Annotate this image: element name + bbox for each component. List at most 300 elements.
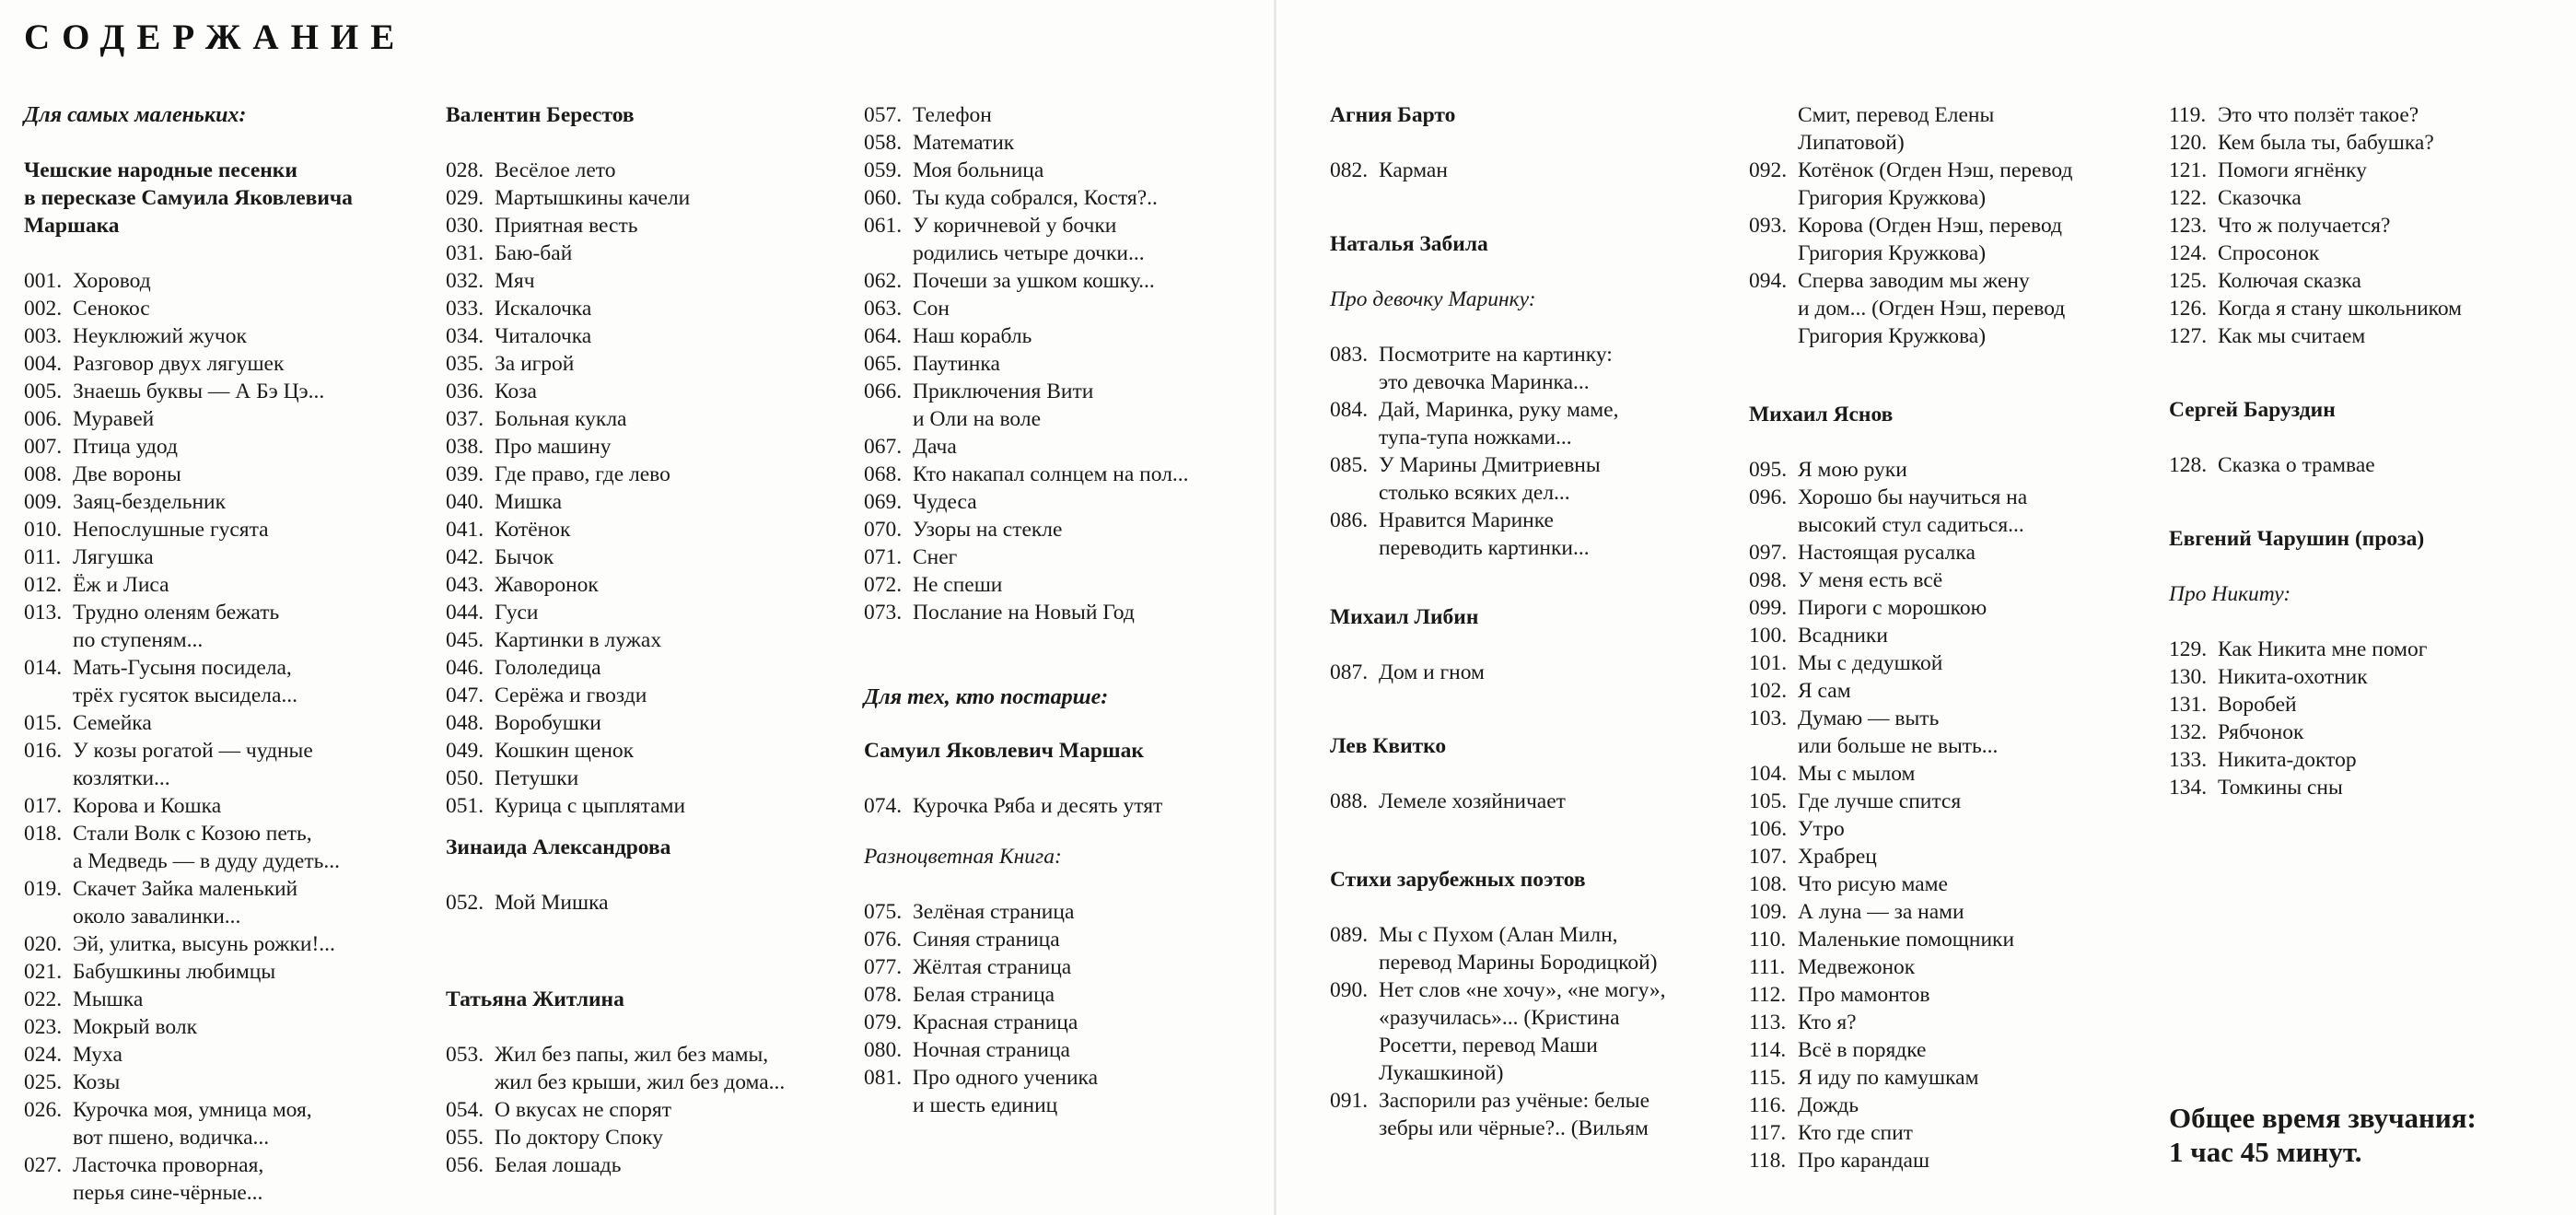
track-item: [1749, 705, 2154, 760]
track-title-line: Кто я?: [1798, 1011, 1857, 1034]
track-number: 126.: [2169, 297, 2208, 321]
track-title-line: тупа-тупа ножками...: [1379, 426, 1572, 450]
track-number: 124.: [2169, 241, 2208, 265]
track-title: [913, 129, 1269, 157]
track-title: [73, 820, 429, 875]
track-title-line: Ласточка проворная,: [73, 1153, 264, 1177]
author-heading: Евгений Чарушин (проза): [2169, 527, 2425, 551]
track-number: 109.: [1749, 900, 1788, 924]
track-title: [495, 461, 851, 488]
track-title-line: Не спеши: [913, 573, 1003, 597]
track-title-line: Трудно оленям бежать: [73, 601, 280, 625]
track-item: [864, 1064, 1269, 1119]
track-title: [2218, 636, 2574, 663]
track-title-line: Неуклюжий жучок: [73, 324, 247, 348]
track-title-line: Когда я стану школьником: [2218, 297, 2463, 321]
track-number: 034.: [446, 324, 484, 348]
tracks-block: [446, 1041, 851, 1179]
track-title-line: Петушки: [495, 766, 579, 790]
track-item: [1749, 898, 2154, 926]
track-title-line: переводить картинки...: [1379, 536, 1590, 560]
tracks-block: [1749, 101, 2154, 350]
track-item: [446, 543, 851, 571]
track-title: [73, 709, 429, 737]
track-item: [1330, 788, 1735, 815]
track-number: 092.: [1749, 158, 1788, 182]
track-item: [1749, 1119, 2154, 1147]
track-item: [24, 930, 429, 958]
track-item: [24, 295, 429, 322]
track-number: 131.: [2169, 693, 2208, 717]
track-title-line: Мяч: [495, 269, 535, 293]
track-title-line: А луна — за нами: [1798, 900, 1964, 924]
track-item: [1749, 267, 2154, 350]
track-title-line: Где лучше спится: [1798, 789, 1962, 813]
track-title: [73, 516, 429, 543]
track-title-line: Приключения Вити: [913, 380, 1094, 403]
track-item: [2169, 212, 2574, 239]
track-number: 038.: [446, 435, 484, 459]
tracks-block: [2169, 101, 2574, 350]
track-item: [1749, 788, 2154, 815]
track-title-line: Больная кукла: [495, 407, 627, 431]
track-title-line: Эй, улитка, высунь рожки!...: [73, 932, 335, 956]
track-title: [913, 212, 1269, 267]
track-title-line: Про одного ученика: [913, 1066, 1099, 1090]
track-number: 030.: [446, 214, 484, 238]
track-title-line: Посмотрите на картинку:: [1379, 343, 1613, 367]
track-number: 088.: [1330, 789, 1369, 813]
track-item: [24, 709, 429, 737]
track-title-line: Нравится Маринке: [1379, 508, 1554, 532]
track-number: 087.: [1330, 660, 1369, 684]
track-title-line: Чудеса: [913, 490, 977, 514]
track-title: [913, 898, 1269, 926]
track-item: [1749, 1147, 2154, 1174]
track-number: 026.: [24, 1098, 63, 1122]
track-title: [913, 543, 1269, 571]
track-number: 069.: [864, 490, 903, 514]
track-item: [864, 981, 1269, 1009]
track-title-line: Где право, где лево: [495, 462, 670, 486]
track-title: [495, 212, 851, 239]
author-heading: Михаил Яснов: [1749, 403, 1894, 426]
track-title-line: жил без крыши, жил без дома...: [495, 1070, 786, 1094]
track-title-line: Смит, перевод Елены: [1798, 103, 1995, 127]
track-title-line: Сказка о трамвае: [2218, 453, 2375, 477]
track-number: 013.: [24, 601, 63, 625]
track-number: 071.: [864, 545, 903, 569]
track-number: 105.: [1749, 789, 1788, 813]
track-title: [1798, 594, 2154, 622]
track-item: [2169, 451, 2574, 479]
track-title-line: Кто где спит: [1798, 1121, 1913, 1145]
track-title: [495, 682, 851, 709]
author-block: [1330, 732, 1735, 760]
track-title: [495, 626, 851, 654]
track-title-line: Дай, Маринка, руку маме,: [1379, 398, 1619, 422]
track-item: [24, 986, 429, 1013]
track-title-line: или больше не выть...: [1798, 734, 1999, 758]
track-item: [446, 709, 851, 737]
track-number: 061.: [864, 214, 903, 238]
track-title-line: Читалочка: [495, 324, 592, 348]
track-number: 107.: [1749, 845, 1788, 869]
track-title-line: родились четыре дочки...: [913, 241, 1145, 265]
track-number: 024.: [24, 1043, 63, 1067]
track-title: [73, 378, 429, 405]
track-number: 029.: [446, 186, 484, 210]
track-number: 055.: [446, 1126, 484, 1150]
track-title-line: Приятная весть: [495, 214, 638, 238]
author-block: [1749, 401, 2154, 428]
track-title: [2218, 239, 2574, 267]
track-number: 129.: [2169, 637, 2208, 661]
track-title: [1798, 677, 2154, 705]
section-heading: Для самых маленьких:: [24, 103, 247, 127]
track-title-line: Григория Кружкова): [1798, 186, 1987, 210]
track-title: [1798, 981, 2154, 1009]
track-item: [446, 682, 851, 709]
track-number: 017.: [24, 794, 63, 818]
total-block: [2169, 1101, 2574, 1169]
track-title: [2218, 774, 2574, 801]
track-title-line: Жил без папы, жил без мамы,: [495, 1043, 769, 1067]
track-number: 076.: [864, 928, 903, 952]
track-title-line: около завалинки...: [73, 905, 241, 929]
track-item: [864, 926, 1269, 953]
author-block: [1330, 230, 1735, 258]
track-number: 084.: [1330, 398, 1369, 422]
track-item: [1749, 870, 2154, 898]
track-title: [495, 571, 851, 599]
track-number: 100.: [1749, 624, 1788, 648]
track-number: 035.: [446, 352, 484, 376]
track-number: 073.: [864, 601, 903, 625]
track-number: 009.: [24, 490, 63, 514]
track-title-line: Дом и гном: [1379, 660, 1485, 684]
track-number: 043.: [446, 573, 484, 597]
track-number: 056.: [446, 1153, 484, 1177]
track-item: [1749, 981, 2154, 1009]
track-title: [495, 599, 851, 626]
track-item: [1749, 1092, 2154, 1119]
track-item: [24, 958, 429, 986]
track-number: 070.: [864, 518, 903, 542]
track-title-line: Мишка: [495, 490, 563, 514]
track-title-line: Всё в порядке: [1798, 1038, 1927, 1062]
track-number: 113.: [1749, 1011, 1787, 1034]
track-title: [1798, 567, 2154, 594]
track-number: 077.: [864, 955, 903, 979]
track-number: 057.: [864, 103, 903, 127]
tracks-block: [1330, 921, 1735, 1142]
track-title-line: У козы рогатой — чудные: [73, 739, 313, 763]
track-title: [2218, 129, 2574, 157]
track-title: [495, 889, 851, 917]
track-number: 004.: [24, 352, 63, 376]
track-item: [1749, 101, 2154, 157]
track-number: 127.: [2169, 324, 2208, 348]
track-item: [446, 889, 851, 917]
author-heading: Зинаида Александрова: [446, 835, 671, 859]
track-title-line: Курочка моя, умница моя,: [73, 1098, 312, 1122]
track-number: 019.: [24, 877, 63, 901]
track-number: 021.: [24, 960, 63, 984]
track-title-line: Как мы считаем: [2218, 324, 2366, 348]
track-item: [1330, 451, 1735, 507]
track-title-line: Гололедица: [495, 656, 601, 680]
track-title-line: Хорошо бы научиться на: [1798, 485, 2028, 509]
track-title: [1798, 815, 2154, 843]
author-heading: Татьяна Житлина: [446, 987, 624, 1011]
track-title: [2218, 451, 2574, 479]
track-title: [913, 1064, 1269, 1119]
track-item: [864, 267, 1269, 295]
track-item: [2169, 239, 2574, 267]
track-title: [495, 1124, 851, 1151]
track-item: [1330, 396, 1735, 451]
track-title-line: Курица с цыплятами: [495, 794, 686, 818]
track-item: [1749, 953, 2154, 981]
track-title: [495, 405, 851, 433]
track-title-line: Скачет Зайка маленький: [73, 877, 298, 901]
track-number: 086.: [1330, 508, 1369, 532]
track-title-line: а Медведь — в дуду дудеть...: [73, 849, 340, 873]
track-title: [495, 378, 851, 405]
author-block: [446, 834, 851, 861]
track-title-line: Картинки в лужах: [495, 628, 662, 652]
track-title: [73, 488, 429, 516]
track-title: [913, 981, 1269, 1009]
track-item: [24, 1151, 429, 1207]
track-title-line: Ночная страница: [913, 1038, 1070, 1062]
track-number: 095.: [1749, 458, 1788, 482]
track-number: 066.: [864, 380, 903, 403]
track-title: [1379, 788, 1735, 815]
track-title: [1798, 870, 2154, 898]
track-title-line: Узоры на стекле: [913, 518, 1063, 542]
track-title-line: Спросонок: [2218, 241, 2320, 265]
track-number: 091.: [1330, 1089, 1369, 1113]
track-item: [446, 571, 851, 599]
author-block: [1330, 866, 1735, 894]
track-title: [495, 239, 851, 267]
author-heading: Чешские народные песенки: [24, 158, 297, 182]
track-title: [73, 461, 429, 488]
track-title-line: Карман: [1379, 158, 1448, 182]
track-title-line: Баю-бай: [495, 241, 573, 265]
track-item: [864, 461, 1269, 488]
track-item: [1749, 815, 2154, 843]
subtitle-block: [2169, 580, 2574, 608]
track-item: [446, 1151, 851, 1179]
page-title: СОДЕРЖАНИЕ: [24, 18, 407, 57]
track-number: 108.: [1749, 872, 1788, 896]
track-title: [913, 295, 1269, 322]
track-number: 002.: [24, 297, 63, 321]
track-title: [1798, 456, 2154, 484]
track-title: [495, 157, 851, 184]
track-title: [2218, 691, 2574, 718]
author-heading: Самуил Яковлевич Маршак: [864, 739, 1144, 763]
track-title: [913, 488, 1269, 516]
track-number: 094.: [1749, 269, 1788, 293]
track-number: 008.: [24, 462, 63, 486]
track-number: 047.: [446, 683, 484, 707]
author-heading: Лев Квитко: [1330, 734, 1447, 758]
author-heading: Агния Барто: [1330, 103, 1456, 127]
track-title: [73, 433, 429, 461]
track-title: [913, 157, 1269, 184]
track-title: [913, 571, 1269, 599]
track-title-line: и Оли на воле: [913, 407, 1042, 431]
track-title-line: трёх гусяток высидела...: [73, 683, 298, 707]
track-title-line: Семейка: [73, 711, 152, 735]
track-item: [24, 571, 429, 599]
track-item: [446, 378, 851, 405]
track-number: 049.: [446, 739, 484, 763]
track-title-line: Настоящая русалка: [1798, 541, 1976, 565]
track-title-line: За игрой: [495, 352, 575, 376]
track-title-line: Искалочка: [495, 297, 592, 321]
track-item: [864, 212, 1269, 267]
track-title-line: Дача: [913, 435, 957, 459]
track-title: [495, 433, 851, 461]
track-title: [495, 488, 851, 516]
tracks-block: [1330, 659, 1735, 686]
track-title: [73, 958, 429, 986]
track-title: [2218, 746, 2574, 774]
track-number: 097.: [1749, 541, 1788, 565]
track-title: [1798, 760, 2154, 788]
track-title: [73, 875, 429, 930]
track-number: 031.: [446, 241, 484, 265]
track-title: [73, 322, 429, 350]
track-number: 075.: [864, 900, 903, 924]
track-number: 046.: [446, 656, 484, 680]
track-title: [73, 1096, 429, 1151]
section-block: [864, 683, 1269, 711]
track-title: [495, 765, 851, 792]
track-title-line: Про машину: [495, 435, 612, 459]
tracks-block: [864, 1064, 1269, 1119]
track-item: [24, 599, 429, 654]
track-number: 103.: [1749, 707, 1788, 730]
track-title: [913, 433, 1269, 461]
track-item: [864, 953, 1269, 981]
track-title: [495, 792, 851, 820]
track-item: [1749, 760, 2154, 788]
track-number: 012.: [24, 573, 63, 597]
track-title-line: Мой Мишка: [495, 891, 609, 915]
track-title: [1798, 649, 2154, 677]
track-item: [24, 1041, 429, 1069]
track-number: 134.: [2169, 776, 2208, 800]
track-number: 052.: [446, 891, 484, 915]
track-item: [446, 433, 851, 461]
track-number: 028.: [446, 158, 484, 182]
track-item: [864, 157, 1269, 184]
track-number: 014.: [24, 656, 63, 680]
track-title: [495, 709, 851, 737]
track-title-line: Что рисую маме: [1798, 872, 1948, 896]
track-title: [495, 516, 851, 543]
track-title: [495, 1096, 851, 1124]
track-title: [495, 267, 851, 295]
track-number: 093.: [1749, 214, 1788, 238]
track-title-line: Утро: [1798, 817, 1845, 841]
track-title-line: Как Никита мне помог: [2218, 637, 2428, 661]
track-item: [446, 461, 851, 488]
track-item: [446, 1041, 851, 1096]
track-title: [2218, 718, 2574, 746]
track-number: 102.: [1749, 679, 1788, 703]
track-number: 114.: [1749, 1038, 1787, 1062]
track-title-line: Никита-охотник: [2218, 665, 2368, 689]
track-item: [446, 350, 851, 378]
track-number: 062.: [864, 269, 903, 293]
track-number: 065.: [864, 352, 903, 376]
track-item: [1749, 1009, 2154, 1036]
track-number: 090.: [1330, 978, 1369, 1002]
track-title-line: Мокрый волк: [73, 1015, 197, 1039]
track-item: [24, 1013, 429, 1041]
track-title-line: Думаю — выть: [1798, 707, 1940, 730]
track-item: [1330, 507, 1735, 562]
track-item: [24, 433, 429, 461]
track-title-line: Гуси: [495, 601, 539, 625]
track-number: 072.: [864, 573, 903, 597]
track-number: 098.: [1749, 568, 1788, 592]
track-number: 130.: [2169, 665, 2208, 689]
track-item: [1749, 622, 2154, 649]
track-title-line: Котёнок (Огден Нэш, перевод: [1798, 158, 2073, 182]
tracks-block: [1330, 788, 1735, 815]
author-block: [2169, 396, 2574, 424]
track-title-line: Корова (Огден Нэш, перевод: [1798, 214, 2063, 238]
track-item: [2169, 129, 2574, 157]
total-duration: 1 час 45 минут.: [2169, 1136, 2362, 1168]
track-title: [1798, 1092, 2154, 1119]
track-number: 082.: [1330, 158, 1369, 182]
track-item: [864, 571, 1269, 599]
track-number: 112.: [1749, 983, 1787, 1007]
track-item: [446, 1124, 851, 1151]
track-title: [495, 737, 851, 765]
tracks-block: [864, 101, 1269, 626]
track-title-line: Томкины сны: [2218, 776, 2343, 800]
track-title: [1798, 622, 2154, 649]
track-title: [1379, 341, 1735, 396]
track-title: [1379, 396, 1735, 451]
track-number: 015.: [24, 711, 63, 735]
tracks-block: [24, 267, 429, 1207]
track-number: 042.: [446, 545, 484, 569]
track-item: [24, 875, 429, 930]
track-title: [73, 1069, 429, 1096]
track-number: 116.: [1749, 1093, 1787, 1117]
track-number: 058.: [864, 131, 903, 155]
track-title: [1798, 1064, 2154, 1092]
tracks-block: [864, 792, 1269, 820]
track-number: 011.: [24, 545, 62, 569]
track-title-line: перья сине-чёрные...: [73, 1181, 263, 1205]
track-item: [1749, 567, 2154, 594]
track-title-line: Сперва заводим мы жену: [1798, 269, 2030, 293]
track-item: [24, 461, 429, 488]
track-title: [495, 350, 851, 378]
